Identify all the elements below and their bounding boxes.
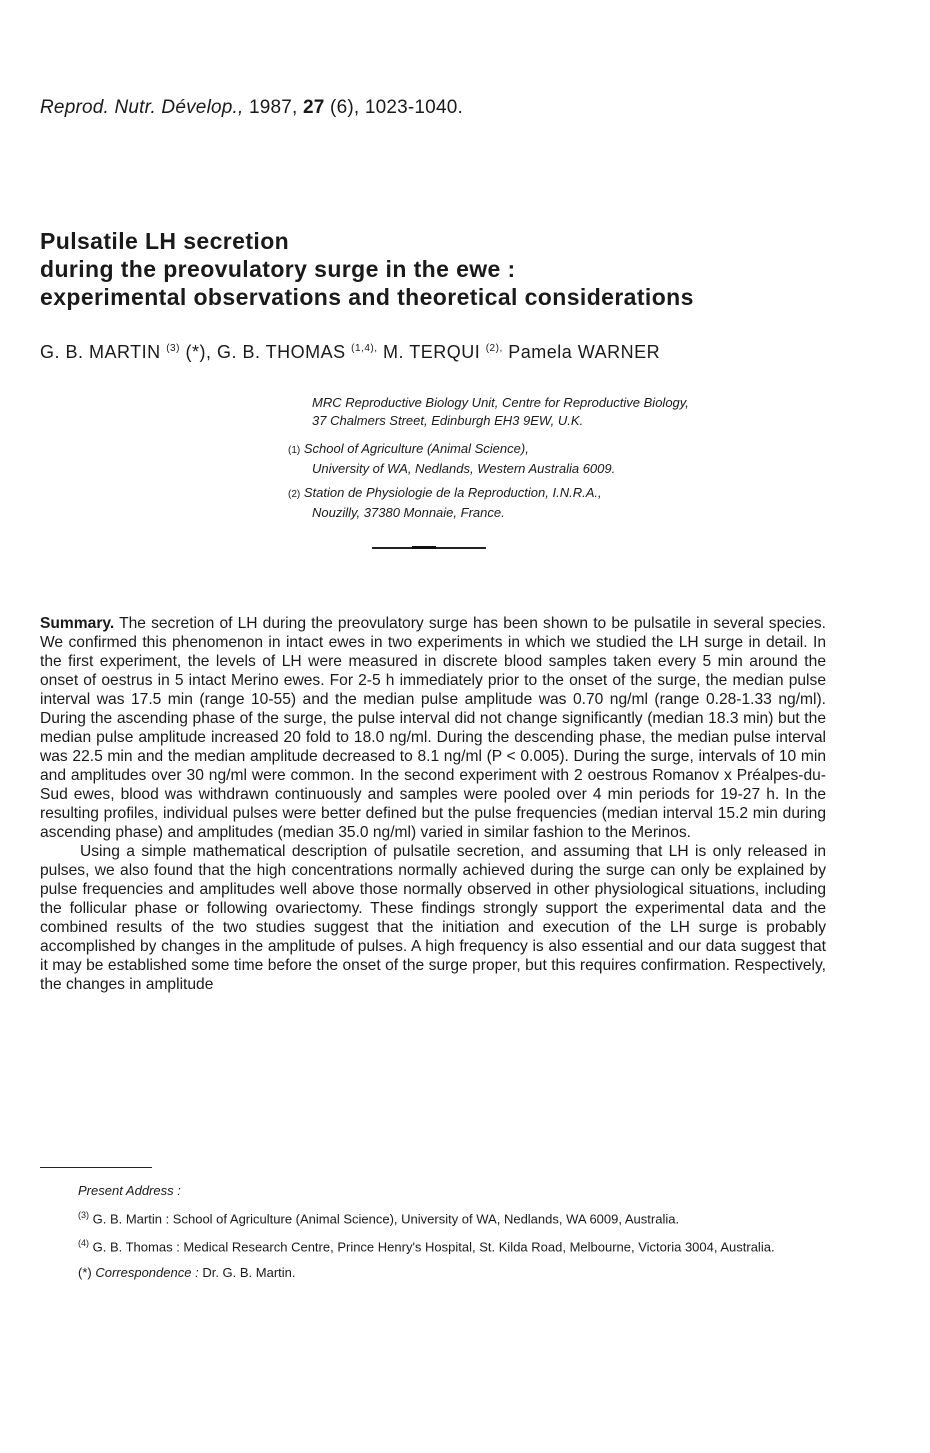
affiliation-line: MRC Reproductive Biology Unit, Centre for Reproductive Biology, xyxy=(312,395,689,410)
affiliation-line: Nouzilly, 37380 Monnaie, France. xyxy=(312,505,505,520)
footnote-text: Dr. G. B. Martin. xyxy=(202,1264,296,1280)
author-name: Pamela WARNER xyxy=(508,342,661,362)
footnote-mark: (4) xyxy=(78,1238,89,1249)
affiliation-main xyxy=(312,394,689,430)
author-affiliation-mark: (1,4), xyxy=(351,343,378,354)
summary-label: Summary. xyxy=(40,615,115,632)
footnote-text: G. B. Thomas : Medical Research Centre, Prince Henry's Hospital, St. Kilda Road, Melbourne, Victoria 3004, Australia. xyxy=(92,1239,775,1255)
footnote-rule xyxy=(40,1167,152,1168)
affiliation-1 xyxy=(288,440,615,478)
affiliation-2 xyxy=(288,484,602,522)
footnotes xyxy=(40,1182,826,1289)
footnote-4 xyxy=(40,1235,826,1255)
footnote-text: G. B. Martin : School of Agriculture (Animal Science), University of WA, Nedlands, WA 6009, Australia. xyxy=(92,1211,680,1227)
footnote-correspondence xyxy=(40,1264,826,1281)
author-correspondence-mark: (*), xyxy=(185,342,212,362)
affiliation-line: Station de Physiologie de la Reproduction, I.N.R.A., xyxy=(303,485,602,500)
journal-citation xyxy=(40,97,463,119)
paper-title-line-3: experimental observations and theoretical considerations xyxy=(40,284,694,310)
footnote-present-address-label: Present Address : xyxy=(78,1183,181,1198)
journal-name: Reprod. Nutr. Dévelop., xyxy=(40,97,244,118)
footnote-correspondence-label: Correspondence : xyxy=(95,1264,199,1280)
author-name: G. B. MARTIN xyxy=(40,342,161,362)
affiliation-line: School of Agriculture (Animal Science), xyxy=(303,441,529,456)
affiliation-mark: (1) xyxy=(288,445,301,456)
affiliation-line: 37 Chalmers Street, Edinburgh EH3 9EW, U.K. xyxy=(312,413,584,428)
affiliation-mark: (2) xyxy=(288,489,301,500)
author-name: G. B. THOMAS xyxy=(216,342,346,362)
paper-title-line-1: Pulsatile LH secretion xyxy=(40,228,290,254)
author-affiliation-mark: (2), xyxy=(485,343,503,354)
author-name: M. TERQUI xyxy=(383,342,481,362)
section-divider-accent xyxy=(412,546,436,549)
summary-abstract xyxy=(40,614,826,994)
paper-title-line-2: during the preovulatory surge in the ewe : xyxy=(40,256,516,282)
journal-volume: 27 xyxy=(303,97,325,118)
summary-text: The secretion of LH during the preovulatory surge has been shown to be pulsatile in several species. We confirmed this phenomenon in intact ewes in two experiments in which we studied the LH surge in detail. In the first experiment, the levels of LH were measured in discrete blood samples taken every 5 min around the onset of oestrus in 5 intact Merino ewes. For 2-5 h immediately prior to the onset of the surge, the median pulse interval was 17.5 min (range 10-55) and the median pulse amplitude was 0.70 ng/ml (range 0.28-1.33 ng/ml). During the ascending phase of the surge, the pulse interval did not change significantly (median 18.3 min) but the median pulse amplitude increased 20 fold to 18.0 ng/ml. During the descending phase, the median pulse interval was 22.5 min and the median amplitude decreased to 8.1 ng/ml (P < 0.005). During the surge, intervals of 10 min and amplitudes over 30 ng/ml were common. In the second experiment with 2 oestrous Romanov x Préalpes-du-Sud ewes, blood was withdrawn continuously and samples were pooled over 4 min periods for 19-27 h. In the resulting profiles, individual pulses were better defined but the pulse frequencies (median interval 15.2 min during ascending phase) and amplitudes (median 35.0 ng/ml) varied in similar fashion to the Merinos. xyxy=(40,615,826,841)
summary-paragraph-1 xyxy=(40,614,826,842)
author-affiliation-mark: (3) xyxy=(166,343,180,354)
journal-year: 1987, xyxy=(248,97,298,118)
footnote-mark: (*) xyxy=(78,1264,92,1280)
footnote-mark: (3) xyxy=(78,1210,89,1220)
affiliation-line: University of WA, Nedlands, Western Australia 6009. xyxy=(312,461,616,476)
author-list xyxy=(40,342,660,363)
journal-issue-pages: (6), 1023-1040. xyxy=(330,97,463,118)
footnote-3 xyxy=(40,1207,826,1227)
summary-paragraph-2: Using a simple mathematical description of pulsatile secretion, and assuming that LH is only released in pulses, we also found that the high concentrations normally achieved during the surge can only be explained by pulse frequencies and amplitudes well above those normally observed in other physiological situations, including the follicular phase or following ovariectomy. These findings strongly support the experimental data and the combined results of the two studies suggest that the initiation and execution of the LH surge is probably accomplished by changes in the amplitude of pulses. A high frequency is also essential and our data suggest that it may be established some time before the onset of the surge proper, but this requires confirmation. Respectively, the changes in amplitude xyxy=(40,843,826,993)
